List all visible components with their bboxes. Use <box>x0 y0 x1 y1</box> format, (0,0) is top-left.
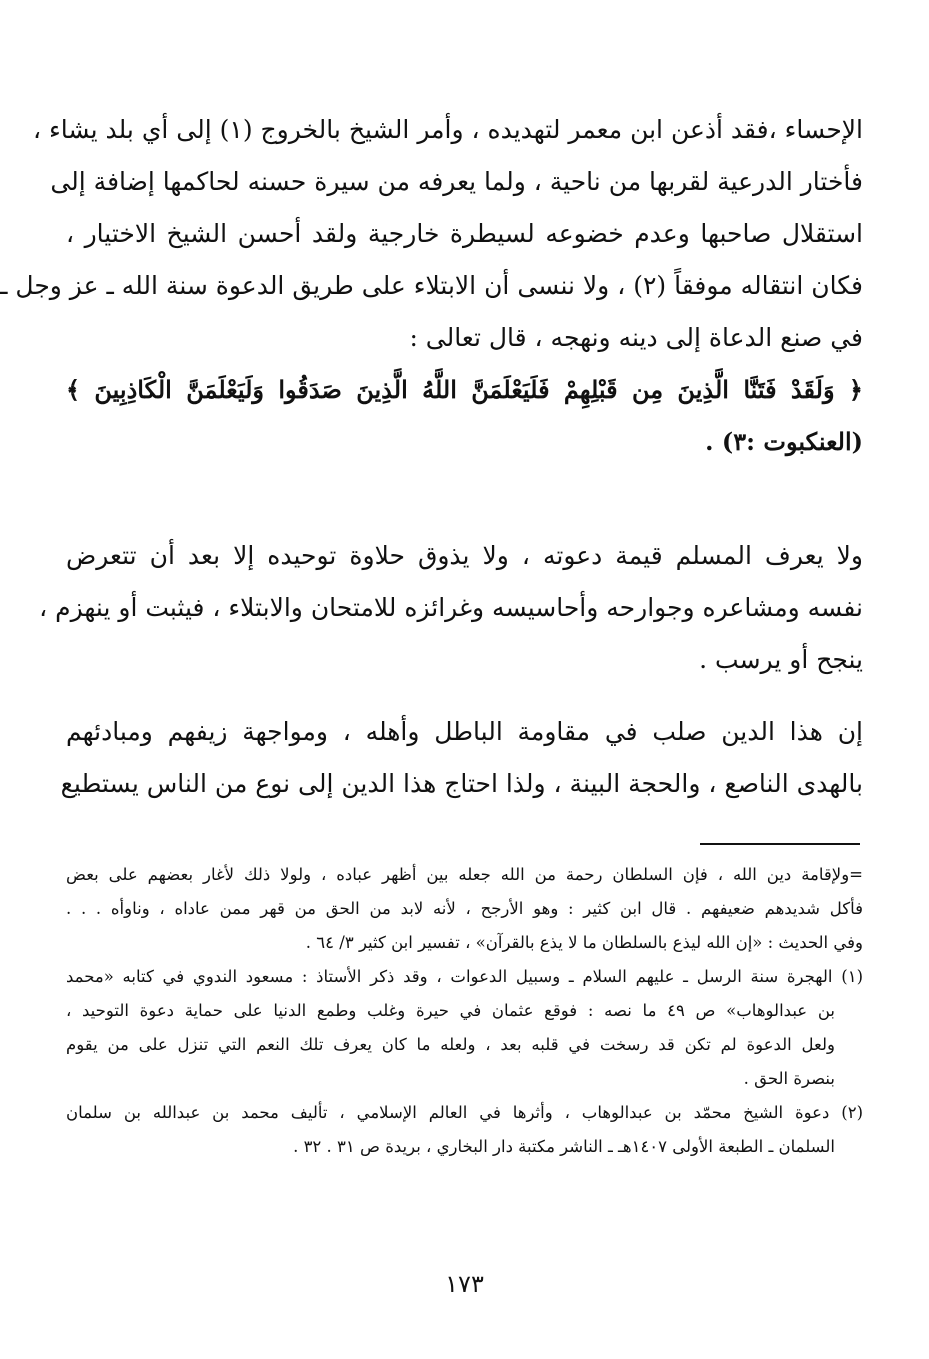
page-number: ١٧٣ <box>445 1270 484 1298</box>
text-line: فأختار الدرعية لقربها من ناحية ، ولما يعرفه من سيرة حسنه لحاكمها إضافة إلى <box>50 167 863 196</box>
main-text-block-1 <box>0 104 863 468</box>
text-line: استقلال صاحبها وعدم خضوعه لسيطرة خارجية ولقد أحسن الشيخ الاختيار ، <box>66 219 863 248</box>
text-line: ولا يعرف المسلم قيمة دعوته ، ولا يذوق حلاوة توحيده إلا بعد أن تتعرض <box>66 541 863 570</box>
footnote-line: وفي الحديث : «إن الله ليذع بالسلطان ما لا يذع بالقرآن» ، تفسير ابن كثير ٣/ ٦٤ . <box>305 933 863 952</box>
text-line: ينجح أو يرسب . <box>699 645 863 674</box>
footnote-separator <box>700 843 860 845</box>
text-line: إن هذا الدين صلب في مقاومة الباطل وأهله ، ومواجهة زيفهم ومبادئهم <box>66 717 863 746</box>
footnote-1-line: (١) الهجرة سنة الرسل ـ عليهم السلام ـ وسبيل الدعوات ، وقد ذكر الأستاذ : مسعود الندوي في كتابه «محمد <box>66 967 863 986</box>
verse-reference: (العنكبوت :٣) . <box>705 427 863 456</box>
footnote-line: =ولإقامة دين الله ، فإن السلطان رحمة من الله جعله بين أظهر عباده ، ولولا ذلك لأغار بعضهم على بعض <box>66 865 863 884</box>
main-text-block-3 <box>60 706 863 810</box>
text-line: بالهدى الناصع ، والحجة البينة ، ولذا احتاج هذا الدين إلى نوع من الناس يستطيع <box>60 769 863 798</box>
text-line: فكان انتقاله موفقاً (٢) ، ولا ننسى أن الابتلاء على طريق الدعوة سنة الله ـ عز وجل ـ <box>0 271 863 300</box>
footnote-1-line: بن عبدالوهاب» ص ٤٩ ما نصه : فوقع عثمان في حيرة وغلب وطمع الدنيا على حماية دعوة التوحيد ، <box>66 1001 835 1020</box>
footnote-1-line: ولعل الدعوة لم تكن قد رسخت في قلبه بعد ، ولعله ما كان يعرف تلك النعم التي تنزل على من يقوم <box>66 1035 835 1054</box>
quran-verse: ﴿ وَلَقَدْ فَتَنَّا الَّذِينَ مِن قَبْلِهِمْ فَلَيَعْلَمَنَّ اللَّهُ الَّذِينَ صَدَقُوا وَلَيَعْلَمَنَّ الْكَاذِبِينَ ﴾ <box>66 375 863 404</box>
text-line: نفسه ومشاعره وجوارحه وأحاسيسه وغرائزه للامتحان والابتلاء ، فيثبت أو ينهزم ، <box>39 593 863 622</box>
text-line: في صنع الدعاة إلى دينه ونهجه ، قال تعالى : <box>409 323 863 352</box>
main-text-block-2 <box>39 530 863 686</box>
footnote-1-line: بنصرة الحق . <box>743 1069 835 1088</box>
footnote-line: فأكل شديدهم ضعيفهم . قال ابن كثير : وهو الأرجح ، لأنه لابد من الحق من قهر ممن عاداه ، وناوأه . . . <box>66 899 863 918</box>
footnotes <box>66 858 863 1164</box>
text-line: الإحساء ،فقد أذعن ابن معمر لتهديده ، وأمر الشيخ بالخروج (١) إلى أي بلد يشاء ، <box>32 115 863 144</box>
footnote-2-line: السلمان ـ الطبعة الأولى ١٤٠٧هـ ـ الناشر مكتبة دار البخاري ، بريدة ص ٣١ . ٣٢ . <box>293 1137 835 1156</box>
footnote-2-line: (٢) دعوة الشيخ محمّد بن عبدالوهاب ، وأثرها في العالم الإسلامي ، تأليف محمد بن عبدالله بن سلمان <box>66 1103 863 1122</box>
